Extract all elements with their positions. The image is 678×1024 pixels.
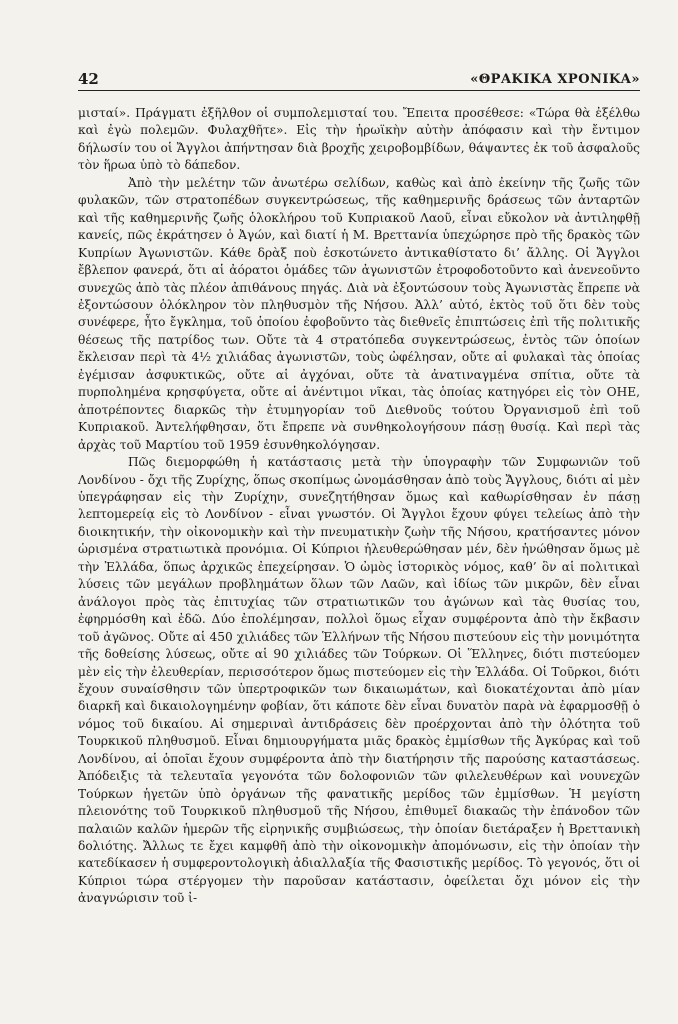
paragraph-3: Πῶς διεμορφώθη ἡ κατάστασις μετὰ τὴν ὑπογραφὴν τῶν Συμφωνιῶν τοῦ Λονδίνου - ὄχι τῆς Ζυρίχης, ὅπως σκοπίμως ὠνομάσθησαν ἀπὸ τοὺς Ἄγγλους, διότι αἱ μὲν ὑπεγράφησαν εἰς τὴν Ζυρίχην, συνεζητήθησαν ὅμως καὶ καθωρίσθησαν ἐν πάσῃ λεπτομερείᾳ εἰς τὸ Λονδίνον - εἶναι γνωστόν. Οἱ Ἄγγλοι ἔχουν φύγει τελείως ἀπὸ τὴν διοικητικήν, τὴν οἰκονομικὴν καὶ τὴν πνευματικὴν ζωὴν τῆς Νήσου, κρατήσαντες μόνον ὡρισμένα στρατιωτικὰ προνόμια. Οἱ Κύπριοι ἠλευθερώθησαν μέν, δὲν ἡνώθησαν ὅμως μὲ τὴν Ἑλλάδα, ὅπως ἀρχικῶς ἐπεχείρησαν. Ὁ ὠμὸς ἱστορικὸς νόμος, καθ’ ὃν αἱ πολιτικαὶ λύσεις τῶν μεγάλων προβλημάτων ὅλων τῶν Λαῶν, καὶ ἰδίως τῶν μικρῶν, δὲν εἶναι ἀνάλογοι πρὸς τὰς ἐπιτυχίας τῶν στρατιωτικῶν του ἀγώνων καὶ τὰς θυσίας του, ἐφηρμόσθη καὶ ἐδῶ. Δύο ἐπολέμησαν, πολλοὶ ὅμως εἶχαν συμφέροντα ἀπὸ τὴν ἔκβασιν τοῦ ἀγῶνος. Οὔτε αἱ 450 χιλιάδες τῶν Ἑλλήνων τῆς Νήσου πιστεύουν εἰς τὴν μονιμότητα τῆς δοθείσης λύσεως, οὔτε αἱ 90 χιλιάδες τῶν Τούρκων. Οἱ Ἕλληνες, διότι πιστεύομεν μὲν εἰς τὴν ἐλευθερίαν, περισσότερον ὅμως πιστεύομεν εἰς τὴν Ἑλλάδα. Οἱ Τοῦρκοι, διότι ἔχουν συναίσθησιν τῶν ὑπερτροφικῶν των δικαιωμάτων, καὶ διοκατέχονται ἀπὸ μίαν διαρκῆ καὶ δικαιολογημένην φοβίαν, ὅτι κάποτε δὲν εἶναι δυνατὸν παρὰ νὰ ἐφαρμοσθῇ ὁ νόμος τοῦ δικαίου. Αἱ σημεριναὶ ἀντιδράσεις δὲν προέρχονται ἀπὸ τὴν ὁλότητα τοῦ Τουρκικοῦ πληθυσμοῦ. Εἶναι δημιουργήματα μιᾶς δρακὸς ἐμμίσθων τῆς Ἀγκύρας καὶ τοῦ Λονδίνου, αἱ ὁποῖαι ἔχουν συμφέροντα ἀπὸ τὴν διατήρησιν τῆς παρούσης καταστάσεως. Ἀπόδειξις τὰ τελευταῖα γεγονότα τῶν δολοφονιῶν τῶν φιλελευθέρων καὶ νουνεχῶν Τούρκων ἡγετῶν ὑπὸ ὀργάνων τῆς φανατικῆς μερίδος τῶν ἐμμίσθων. Ἡ μεγίστη πλειονότης τοῦ Τουρκικοῦ πληθυσμοῦ τῆς Νήσου, ἐπιθυμεῖ διακαῶς τὴν ἐπάνοδον τῶν παλαιῶν καλῶν ἡμερῶν τῆς εἰρηνικῆς συμβιώσεως, τὴν ὁποίαν διετάραξεν ἡ Βρεττανικὴ δολιότης. Ἄλλως τε ἔχει καμφθῆ ἀπὸ τὴν οἰκονομικὴν ἀπομόνωσιν, εἰς τὴν ὁποίαν τὴν κατεδίκασεν ἡ συμφεροντολογικὴ ἀδιαλλαξία τῆς Φασιστικῆς μερίδος. Τὸ γεγονός, ὅτι οἱ Κύπριοι τώρα στέργομεν τὴν παροῦσαν κατάστασιν, ὀφείλεται ὄχι μόνον εἰς τὴν ἀναγνώρισιν τοῦ ἰ- bbox=[78, 455, 640, 906]
journal-title: «ΘΡΑΚΙΚΑ ΧΡΟΝΙΚΑ» bbox=[470, 72, 640, 87]
body-text bbox=[78, 105, 640, 908]
running-header bbox=[78, 66, 640, 91]
paragraph-1: μισταί». Πράγματι ἐξῆλθον οἱ συμπολεμισταί του. Ἔπειτα προσέθεσε: «Τώρα θὰ ἐξέλθω καὶ ἐγὼ πολεμῶν. Φυλαχθῆτε». Εἰς τὴν ἡρωϊκὴν αὐτὴν ἀπόφασιν καὶ τὴν ἔντιμον δήλωσίν του οἱ Ἄγγλοι ἀπήντησαν διὰ βροχῆς χειροβομβίδων, θάψαντες ἐκ τοῦ ἀσφαλοῦς τὸν ἥρωα ὑπὸ τὸ δάπεδον. bbox=[78, 106, 640, 173]
paragraph-2: Ἀπὸ τὴν μελέτην τῶν ἀνωτέρω σελίδων, καθὼς καὶ ἀπὸ ἐκείνην τῆς ζωῆς τῶν φυλακῶν, τῶν στρατοπέδων συγκεντρώσεως, τῆς καθημερινῆς δράσεως τῶν ἀνταρτῶν καὶ τῆς καθημερινῆς ζωῆς ὁλοκλήρου τοῦ Κυπριακοῦ Λαοῦ, εἶναι εὔκολον νὰ ἀντιληφθῇ κανείς, πῶς ἐκράτησεν ὁ Ἀγών, καὶ διατί ἡ Μ. Βρεττανία ὑπεχώρησε πρὸ τῆς δρακὸς τῶν Κυπρίων Ἀγωνιστῶν. Κάθε δρὰξ ποὺ ἐσκοτώνετο ἀντικαθίστατο δι’ ἄλλης. Οἱ Ἄγγλοι ἔβλεπον φανερά, ὅτι αἱ ἀόρατοι ὁμάδες τῶν ἀγωνιστῶν ἐτροφοδοτοῦντο καὶ ἀνενεοῦντο συνεχῶς ἀπὸ τὰς πλέον ἀπιθάνους πηγάς. Διὰ νὰ ἐξοντώσουν τοὺς Ἀγωνιστὰς ἔπρεπε νὰ ἐξοντώσουν ὁλόκληρον τὸν πληθυσμὸν τῆς Νήσου. Ἀλλ’ αὐτό, ἐκτὸς τοῦ ὅτι δὲν τοὺς συνέφερε, ἦτο ἔγκλημα, τοῦ ὁποίου ἐφοβοῦντο τὰς διεθνεῖς ἐπιπτώσεις ἐπὶ τῆς πολιτικῆς θέσεως τῆς πατρίδος των. Οὔτε τὰ 4 στρατόπεδα συγκεντρώσεως, ἐντὸς τῶν ὁποίων ἔκλεισαν περὶ τὰ 4½ χιλιάδας ἀγωνιστῶν, τοὺς ὠφέλησαν, οὔτε αἱ φυλακαὶ τὰς ὁποίας ἐγέμισαν ἀσφυκτικῶς, οὔτε αἱ ἀγχόναι, οὔτε τὰ ἀνατιναγμένα σπίτια, οὔτε τὰ πυρπολημένα κρησφύγετα, οὔτε αἱ ἀνέντιμοι νῖκαι, τὰς ὁποίας κατηγόρει εἰς τὸν ΟΗΕ, ἀποτρέποντες διαρκῶς τὴν ἐτυμηγορίαν τοῦ Διεθνοῦς τούτου Ὀργανισμοῦ ἐπὶ τοῦ Κυπριακοῦ. Ἀντελήφθησαν, ὅτι ἔπρεπε νὰ συνθηκολογήσουν πάσῃ θυσίᾳ. Καὶ περὶ τὰς ἀρχὰς τοῦ Μαρτίου τοῦ 1959 ἐσυνθηκολόγησαν. bbox=[78, 175, 640, 452]
page-number: 42 bbox=[78, 70, 99, 88]
